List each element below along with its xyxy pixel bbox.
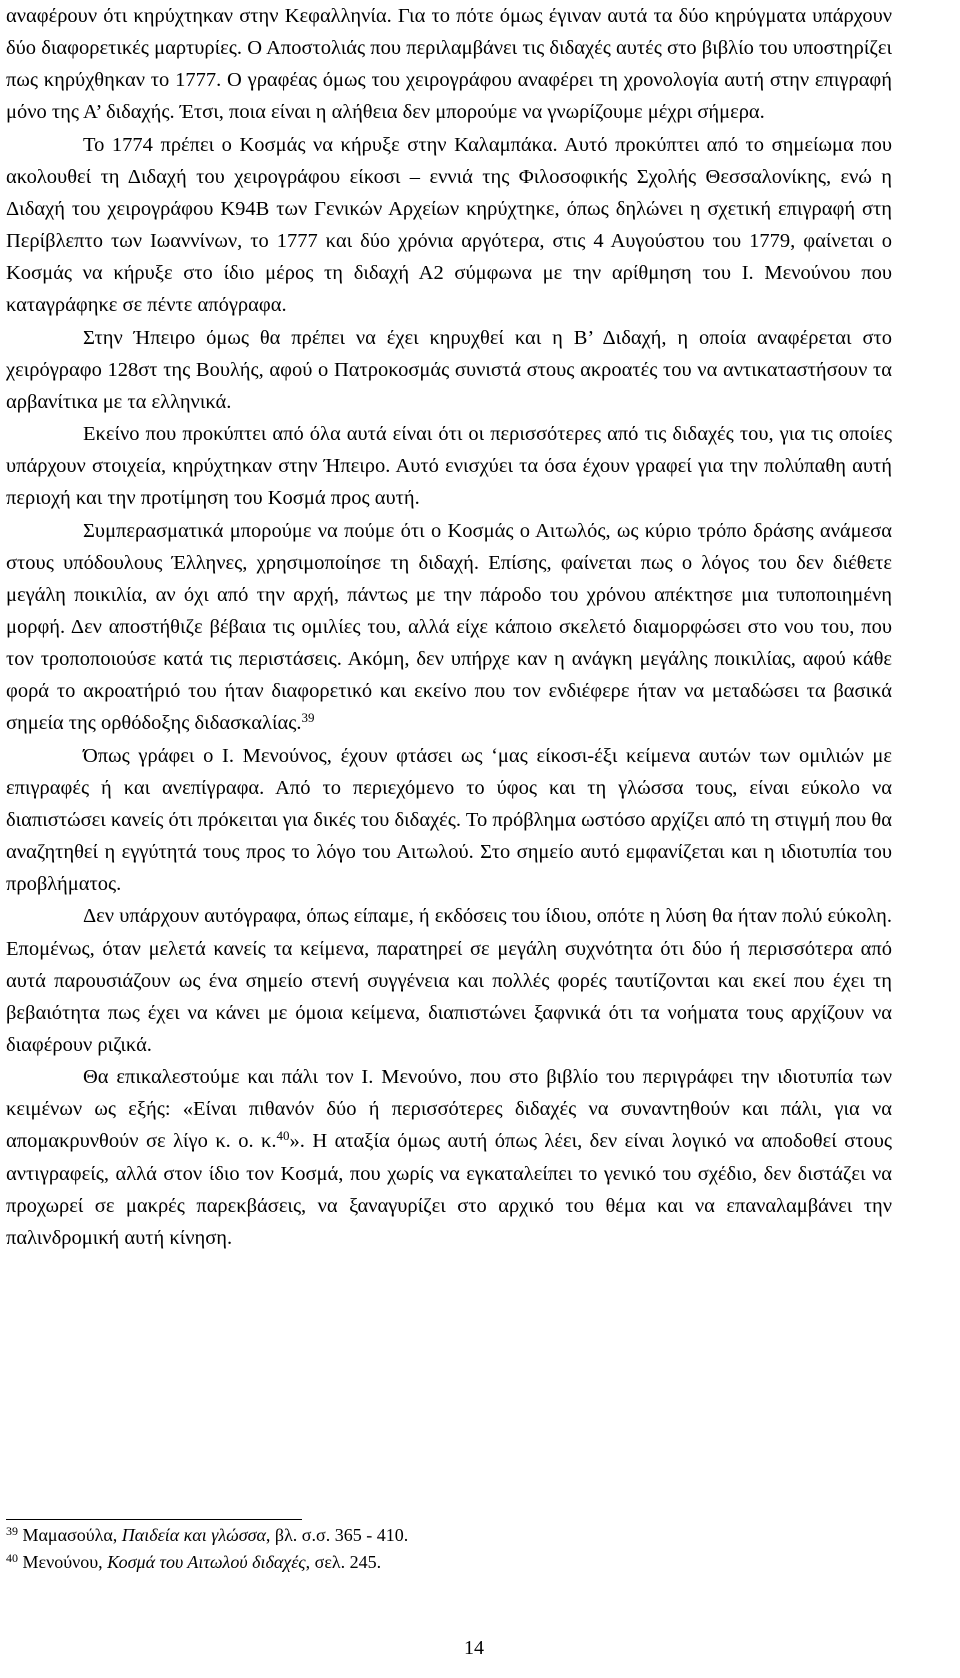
footnote-40 (6, 1549, 886, 1576)
paragraph-text: Συμπερασματικά μπορούμε να πούμε ότι ο Κοσμάς ο Αιτωλός, ως κύριο τρόπο δράσης ανάμεσα στους υπόδουλους Έλληνες, χρησιμοποίησε τη διδαχή. Επίσης, φαίνεται πως ο λόγος του δεν διέθετε μεγάλη ποικιλία, αν όχι από την αρχή, πάντως με την πάροδο του χρόνου απέκτησε μια τυποποιημένη μορφή. Δεν αποστήθιζε βέβαια τις ομιλίες του, αλλά είχε κάποιο σκελετό διαμορφώσει στο νου του, που τον τροποποιούσε κατά τις περιστάσεις. Ακόμη, δεν υπήρχε καν η ανάγκη μεγάλης ποικιλίας, αφού κάθε φορά το ακροατήριό του ήταν διαφορετικό και εκείνο που τον ενδιέφερε ήταν να μεταδώσει τα βασικά σημεία της ορθόδοξης διδασκαλίας. (6, 519, 892, 735)
paragraph-7 (6, 900, 892, 1061)
paragraph-text: ». Η αταξία όμως αυτή όπως λέει, δεν είναι λογικό να αποδοθεί στους αντιγραφείς, αλλά στον ίδιο τον Κοσμά, που χωρίς να εγκαταλείπει το γενικό του σχέδιο, δεν διστάζει να προχωρεί σε μακρές παρεκβάσεις, να ξαναγυρίζει στο αρχικό του θέμα και να επαναλαμβάνει την παλινδρομική αυτή κίνηση. (6, 1130, 892, 1249)
paragraph-4 (6, 418, 892, 514)
footnotes (6, 1522, 886, 1576)
footnote-divider (6, 1519, 302, 1520)
footnote-rest: , σελ. 245. (305, 1552, 382, 1572)
paragraph-text: Δεν υπάρχουν αυτόγραφα, όπως είπαμε, ή εκδόσεις του ίδιου, οπότε η λύση θα ήταν πολύ εύκολη. Επομένως, όταν μελετά κανείς τα κείμενα, παρατηρεί σε μεγάλη συχνότητα ότι δύο ή περισσότερα από αυτά παρουσιάζουν ως ένα σημείο στενή συγγένεια και πολλές φορές ταυτίζονται και εκεί που έχει τη βεβαιότητα πως έχει να κάνει με όμοια κείμενα, διαπιστώνει ξαφνικά ότι τα νοήματα τους αρχίζουν να διαφέρουν ριζικά. (6, 905, 892, 1056)
paragraph-text: Το 1774 πρέπει ο Κοσμάς να κήρυξε στην Καλαμπάκα. Αυτό προκύπτει από το σημείωμα που ακολουθεί τη Διδαχή του χειρογράφου είκοσι – εννιά της Φιλοσοφικής Σχολής Θεσσαλονίκης, ενώ η Διδαχή του χειρογράφου Κ94Β των Γενικών Αρχείων κηρύχτηκε, όπως δηλώνει η σχετική επιγραφή στη Περίβλεπτο των Ιωαννίνων, το 1777 και δύο χρόνια αργότερα, στις 4 Αυγούστου του 1779, φαίνεται ο Κοσμάς να κήρυξε στο ίδιο μέρος τη διδαχή Α2 σύμφωνα με την αρίθμηση του Ι. Μενούνου που καταγράφηκε σε πέντε απόγραφα. (6, 133, 892, 317)
paragraph-text: Θα επικαλεστούμε και πάλι τον Ι. Μενούνο, που στο βιβλίο του περιγράφει την ιδιοτυπία των κειμένων ως εξής: «Είναι πιθανόν δύο ή περισσότερες διδαχές να συναντηθούν και πάλι, για να απομακρυνθούν σε λίγο κ. ο. κ. (6, 1066, 892, 1153)
footnote-title: Κοσμά του Αιτωλού διδαχές (107, 1552, 306, 1572)
footnote-author: Μαμασούλα, (22, 1525, 122, 1545)
paragraph-text: Όπως γράφει ο Ι. Μενούνος, έχουν φτάσει ως ‘μας είκοσι-έξι κείμενα αυτών των ομιλιών με επιγραφές ή και ανεπίγραφα. Από το περιεχόμενο το ύφος και τη γλώσσα τους, είναι εύκολο να διαπιστώσει κανείς ότι πρόκειται για δικές του διδαχές. Το πρόβλημα ωστόσο αρχίζει από τη στιγμή που θα αναζητηθεί η εγγύτητά τους προς το λόγο του Αιτωλού. Στο σημείο αυτό εμφανίζεται και η ιδιοτυπία του προβλήματος. (6, 744, 892, 896)
footnote-number: 39 (6, 1524, 18, 1538)
paragraph-6 (6, 740, 892, 901)
paragraph-5 (6, 515, 892, 740)
body-text (6, 0, 892, 1254)
paragraph-text: αναφέρουν ότι κηρύχτηκαν στην Κεφαλληνία. Για το πότε όμως έγιναν αυτά τα δύο κηρύγματα υπάρχουν δύο διαφορετικές μαρτυρίες. Ο Αποστολιάς που περιλαμβάνει τις διδαχές αυτές στο βιβλίο του υποστηρίζει πως κηρύχθηκαν το 1777. Ο γραφέας όμως του χειρογράφου αναφέρει τη χρονολογία αυτή στην επιγραφή μόνο της Α’ διδαχής. Έτσι, ποια είναι η αλήθεια δεν μπορούμε να γνωρίζουμε μέχρι σήμερα. (6, 5, 892, 124)
footnote-ref-40[interactable]: 40 (276, 1128, 290, 1144)
page-number: 14 (464, 1637, 484, 1659)
footnote-39 (6, 1522, 886, 1549)
paragraph-text: Στην Ήπειρο όμως θα πρέπει να έχει κηρυχθεί και η Β’ Διδαχή, η οποία αναφέρεται στο χειρόγραφο 128στ της Βουλής, αφού ο Πατροκοσμάς συνιστά στους ακροατές του να αντικαταστήσουν τα αρβανίτικα με τα ελληνικά. (6, 326, 892, 413)
footnote-number: 40 (6, 1551, 18, 1565)
footnote-ref-39[interactable]: 39 (301, 710, 315, 726)
footnote-rest: , βλ. σ.σ. 365 - 410. (265, 1525, 409, 1545)
paragraph-3 (6, 322, 892, 418)
paragraph-8 (6, 1061, 892, 1254)
footnote-title: Παιδεία και γλώσσα (121, 1525, 266, 1545)
paragraph-text: Εκείνο που προκύπτει από όλα αυτά είναι ότι οι περισσότερες από τις διδαχές του, για τις οποίες υπάρχουν στοιχεία, κηρύχτηκαν στην Ήπειρο. Αυτό ενισχύει τα όσα έχουν γραφεί για την πολύπαθη αυτή περιοχή και την προτίμηση του Κοσμά προς αυτή. (6, 423, 892, 510)
paragraph-1 (6, 0, 892, 129)
paragraph-2 (6, 129, 892, 322)
footnote-author: Μενούνου, (22, 1552, 108, 1572)
